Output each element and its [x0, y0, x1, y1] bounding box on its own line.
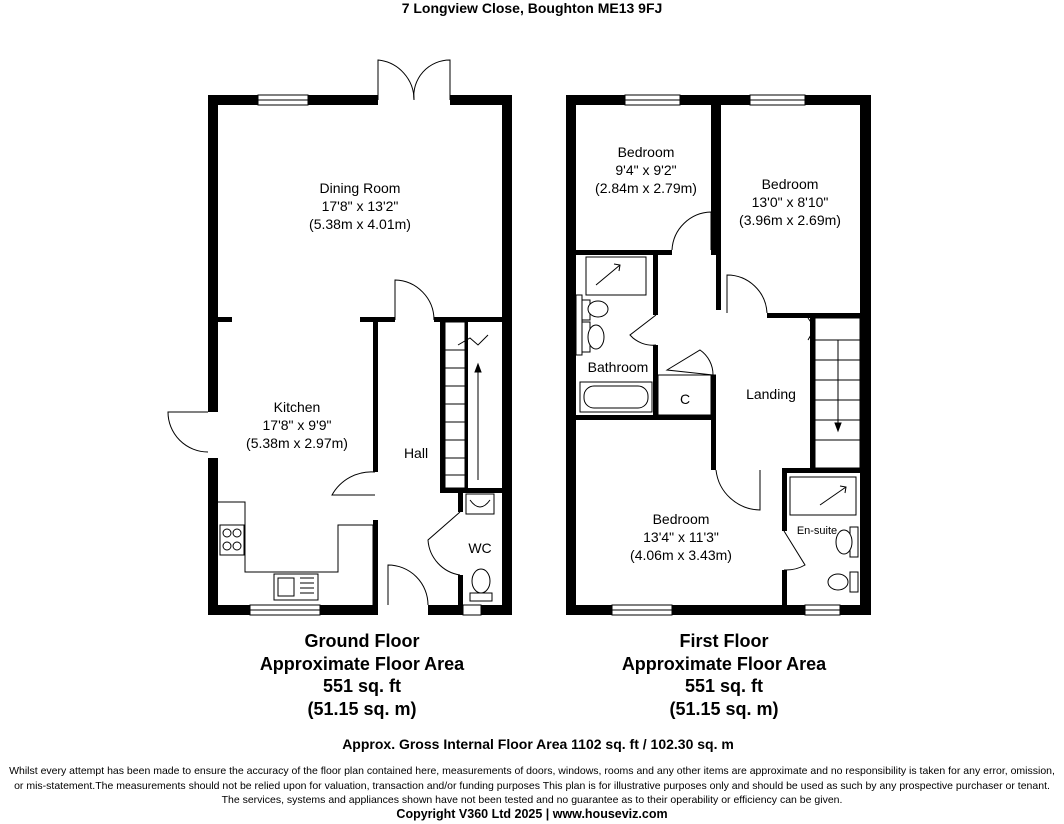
- kitchen-imperial: 17'8" x 9'9": [262, 417, 332, 433]
- bedroom-3-imperial: 13'4" x 11'3": [643, 529, 719, 545]
- interior-wall: [711, 105, 716, 255]
- door-swing: [428, 512, 460, 575]
- disclaimer-line-3: The services, systems and appliances shown have not been tested and no guarantee as to their operability or efficiency can be given.: [221, 794, 843, 806]
- exterior-wall: [566, 95, 576, 615]
- interior-wall: [458, 575, 463, 605]
- bathtub: [580, 382, 652, 412]
- exterior-wall: [566, 95, 871, 105]
- interior-wall: [458, 488, 463, 512]
- window: [576, 295, 582, 355]
- property-address: 7 Longview Close, Boughton ME13 9FJ: [401, 0, 663, 16]
- basin: [836, 527, 858, 557]
- front-door: [388, 565, 428, 605]
- door-swing: [395, 280, 434, 320]
- ground-floor-caption: [202, 630, 522, 720]
- interior-wall: [653, 255, 658, 315]
- disclaimer-line-1: Whilst every attempt has been made to ensure the accuracy of the floor plan contained here, measurements of doors, windows, rooms and any other items are approximate and no responsibility is taken for any error, omission,: [9, 765, 1055, 777]
- en-suite-label: En-suite: [796, 525, 838, 537]
- ground-floor-sqm: (51.15 sq. m): [307, 698, 417, 719]
- interior-wall: [373, 520, 378, 605]
- interior-wall: [716, 105, 721, 310]
- hob: [220, 525, 244, 555]
- ground-floor-sqft: 551 sq. ft: [322, 676, 402, 696]
- bedroom-1-imperial: 9'4" x 9'2": [615, 162, 677, 178]
- dining-room-imperial: 17'8" x 13'2": [321, 198, 399, 214]
- bedroom-2-name: Bedroom: [761, 176, 819, 192]
- ground-floor-area-label: Approximate Floor Area: [259, 653, 465, 674]
- disclaimer-line-2: or mis-statement.The measurements should not be relied upon for valuation, transaction and/or funding purposes This plan is for illustrative purposes only and should be used as such by any prospective purchaser or tenant.: [14, 780, 1050, 792]
- kitchen-name: Kitchen: [273, 399, 321, 415]
- interior-wall: [653, 345, 658, 415]
- basin: [466, 494, 494, 514]
- copyright: Copyright V360 Ltd 2025 | www.houseviz.com: [396, 807, 668, 821]
- sink: [274, 574, 318, 600]
- first-floor-area-label: Approximate Floor Area: [621, 653, 827, 674]
- exterior-wall: [208, 95, 218, 615]
- wc-label: WC: [468, 540, 492, 556]
- french-door: [378, 60, 414, 100]
- landing-label: Landing: [746, 386, 796, 402]
- gross-internal-area: Approx. Gross Internal Floor Area 1102 sq. ft / 102.30 sq. m: [342, 736, 734, 752]
- dining-room-name: Dining Room: [319, 180, 401, 196]
- first-floor-sqft: 551 sq. ft: [684, 676, 764, 696]
- hall-label: Hall: [403, 445, 429, 461]
- door-swing: [667, 350, 713, 375]
- cupboard-label: C: [679, 391, 691, 407]
- interior-wall: [711, 375, 716, 420]
- interior-wall: [711, 420, 716, 470]
- toilet: [582, 300, 608, 320]
- interior-wall: [782, 468, 860, 473]
- door-swing: [716, 470, 760, 510]
- bedroom-2-imperial: 13'0" x 8'10": [751, 194, 829, 210]
- interior-wall: [440, 488, 502, 493]
- window: [463, 605, 481, 615]
- toilet: [828, 572, 858, 592]
- interior-wall: [440, 317, 445, 492]
- first-floor-caption: [564, 630, 884, 720]
- bedroom-3-metric: (4.06m x 3.43m): [630, 547, 732, 563]
- bedroom-1-metric: (2.84m x 2.79m): [595, 180, 697, 196]
- door-swing: [672, 212, 711, 250]
- interior-wall: [782, 473, 787, 531]
- bedroom-1-name: Bedroom: [617, 144, 675, 160]
- door-swing: [727, 275, 767, 313]
- dining-room-metric: (5.38m x 4.01m): [309, 216, 411, 232]
- interior-wall: [576, 250, 672, 255]
- basin: [582, 322, 604, 352]
- kitchen-metric: (5.38m x 2.97m): [246, 435, 348, 451]
- bedroom-2-metric: (3.96m x 2.69m): [739, 212, 841, 228]
- staircase: [808, 318, 860, 468]
- bedroom-3-name: Bedroom: [652, 511, 710, 527]
- side-door: [168, 412, 208, 452]
- ground-floor-title: Ground Floor: [304, 631, 420, 651]
- interior-wall: [767, 313, 860, 318]
- french-door: [414, 60, 450, 100]
- door-swing: [332, 472, 375, 495]
- interior-wall: [576, 415, 714, 420]
- shower-tray: [790, 477, 856, 515]
- bathroom-label: Bathroom: [587, 359, 649, 375]
- first-floor-title: First Floor: [679, 631, 769, 651]
- interior-wall: [218, 317, 232, 322]
- first-floor-sqm: (51.15 sq. m): [669, 698, 779, 719]
- shower-tray: [586, 257, 646, 295]
- toilet: [470, 569, 492, 601]
- exterior-wall: [860, 95, 871, 615]
- door-swing: [630, 315, 656, 345]
- interior-wall: [810, 318, 815, 468]
- exterior-wall: [502, 95, 512, 615]
- interior-wall: [373, 317, 378, 472]
- interior-wall: [782, 570, 787, 605]
- ground-floor-plan: [208, 95, 512, 615]
